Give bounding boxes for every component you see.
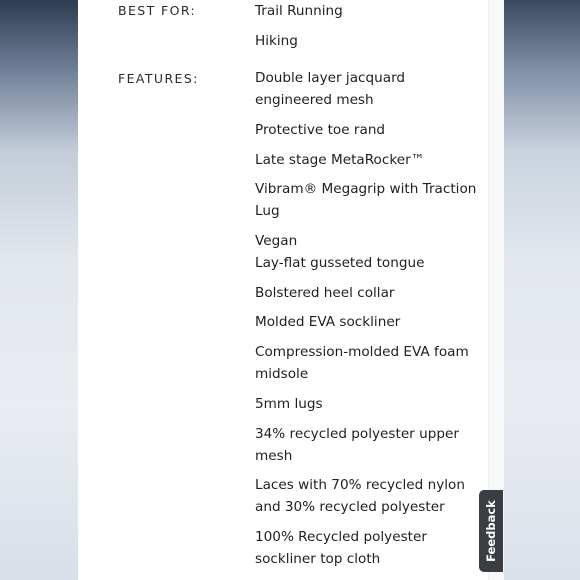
background-right (503, 0, 580, 580)
feature-item: Double layer jacquard engineered mesh (255, 70, 406, 108)
background-left (0, 0, 78, 580)
feature-item: Vegan (255, 233, 298, 249)
feedback-tab[interactable] (479, 490, 503, 572)
feature-item: 100% Recycled polyester sockliner top cloth (255, 529, 427, 567)
feature-item: Compression-molded EVA foam midsole (255, 344, 469, 382)
best-for-label: BEST FOR: (118, 3, 197, 18)
feature-item: Protective toe rand (255, 122, 386, 138)
feature-item: Vibram® Megagrip with Traction Lug (255, 181, 477, 219)
feature-item: Laces with 70% recycled nylon and 30% recycled polyester (255, 477, 465, 515)
feature-item: 5mm lugs (255, 396, 323, 412)
feature-item: 34% recycled polyester upper mesh (255, 426, 459, 464)
feature-item: Bolstered heel collar (255, 285, 395, 301)
feedback-tab-label: Feedback (484, 500, 498, 562)
feature-item: Lay-flat gusseted tongue (255, 255, 425, 271)
feature-item: Late stage MetaRocker™ (255, 152, 425, 168)
best-for-item: Trail Running (255, 3, 343, 19)
features-label: FEATURES: (118, 71, 199, 86)
feature-item: Molded EVA sockliner (255, 314, 401, 330)
best-for-item: Hiking (255, 33, 298, 49)
